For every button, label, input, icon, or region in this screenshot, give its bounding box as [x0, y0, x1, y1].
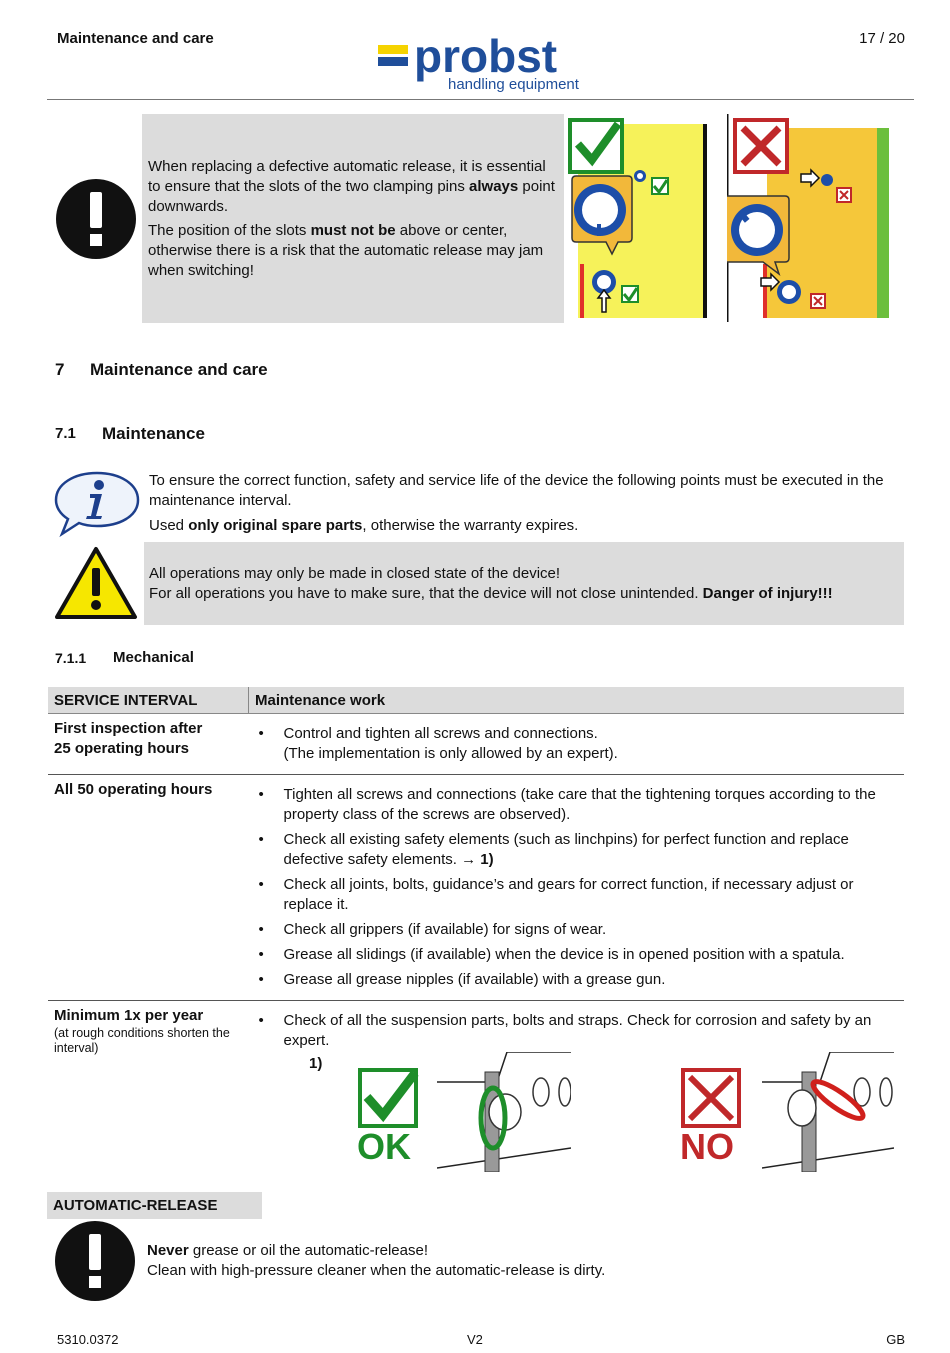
warning-note-box: [144, 542, 904, 625]
no-cross-icon: [680, 1067, 744, 1161]
table-header-interval: SERVICE INTERVAL: [48, 687, 249, 714]
info-icon: [54, 470, 140, 538]
release-wrong-illustration: [727, 114, 904, 322]
ok-checkmark-icon: [357, 1067, 421, 1161]
figure-reference: 1): [480, 851, 494, 868]
linchpin-correct-illustration: [437, 1052, 571, 1172]
footer-version: V2: [467, 1332, 483, 1347]
automatic-release-heading-box: [47, 1192, 262, 1219]
work-item: • Check all existing safety elements (such as linchpins) for perfect function and replace defective safety elements. → 1): [255, 830, 899, 870]
page-number: 17 / 20: [859, 30, 905, 47]
ok-label: OK: [357, 1126, 411, 1161]
table-row: [48, 775, 904, 1001]
release-note-box: [142, 114, 564, 323]
work-item: • Grease all grease nipples (if available) with a grease gun.: [255, 970, 899, 990]
automatic-release-line2: Clean with high-pressure cleaner when the automatic-release is dirty.: [147, 1262, 606, 1279]
automatic-release-line1: Never grease or oil the automatic-release!: [147, 1242, 428, 1259]
section-711-title: Mechanical: [113, 649, 194, 666]
section-71-title: Maintenance: [102, 424, 205, 443]
exclamation-icon: [55, 178, 137, 260]
header-divider: [47, 99, 914, 100]
section-7-number: 7: [55, 360, 65, 379]
release-note-line1: When replacing a defective automatic release, it is essential to ensure that the slots of the two clamping pins always point downwards.: [148, 158, 555, 215]
interval-cell: First inspection after 25 operating hours: [48, 714, 249, 775]
section-71-number: 7.1: [55, 425, 76, 442]
logo-tagline: handling equipment: [448, 76, 579, 93]
release-note-line2: The position of the slots must not be above or center, otherwise there is a risk that the automatic release may jam when switching!: [148, 222, 544, 279]
table-header-work: Maintenance work: [249, 687, 905, 714]
figure-label: 1): [309, 1055, 323, 1072]
header-section-title: Maintenance and care: [57, 30, 214, 47]
info-note-line2: Used only original spare parts, otherwise the warranty expires.: [149, 517, 579, 534]
no-label: NO: [680, 1126, 734, 1161]
info-note-line1: To ensure the correct function, safety and service life of the device the following points must be executed in the maintenance interval.: [149, 472, 884, 509]
warning-note-line2: For all operations you have to make sure, that the device will not close unintended. Danger of injury!!!: [149, 585, 833, 602]
work-item: • Check all grippers (if available) for signs of wear.: [255, 920, 899, 940]
section-7-title: Maintenance and care: [90, 360, 268, 379]
info-note-text: [149, 471, 899, 536]
work-item: • Check all joints, bolts, guidance’s and gears for correct function, if necessary adjust or replace it.: [255, 875, 899, 915]
work-item: • Grease all slidings (if available) when the device is in opened position with a spatula.: [255, 945, 899, 965]
footer-doc-number: 5310.0372: [57, 1332, 119, 1347]
probst-logo: [378, 35, 592, 95]
release-correct-illustration: [566, 114, 726, 322]
work-item: • Check of all the suspension parts, bolts and straps. Check for corrosion and safety by an expert.: [255, 1011, 899, 1051]
logo-word: probst: [414, 35, 558, 82]
automatic-release-heading: AUTOMATIC-RELEASE: [53, 1197, 218, 1214]
interval-note: (at rough conditions shorten the interval): [54, 1026, 230, 1055]
table-row: [48, 714, 904, 775]
work-item: • Control and tighten all screws and connections. (The implementation is only allowed by an expert).: [255, 724, 899, 764]
warning-note-line1: All operations may only be made in closed state of the device!: [149, 565, 561, 582]
section-711-number: 7.1.1: [55, 650, 87, 666]
interval-cell: All 50 operating hours: [48, 775, 249, 1001]
linchpin-wrong-illustration: [762, 1052, 894, 1172]
automatic-release-text: [147, 1241, 887, 1281]
warning-icon: [54, 546, 138, 620]
footer-language: GB: [886, 1332, 905, 1347]
work-item: • Tighten all screws and connections (take care that the tightening torques according to the property class of the screws are observed).: [255, 785, 899, 825]
exclamation-icon: [54, 1220, 136, 1302]
interval-cell: Minimum 1x per year (at rough conditions shorten the interval): [48, 1001, 249, 1193]
